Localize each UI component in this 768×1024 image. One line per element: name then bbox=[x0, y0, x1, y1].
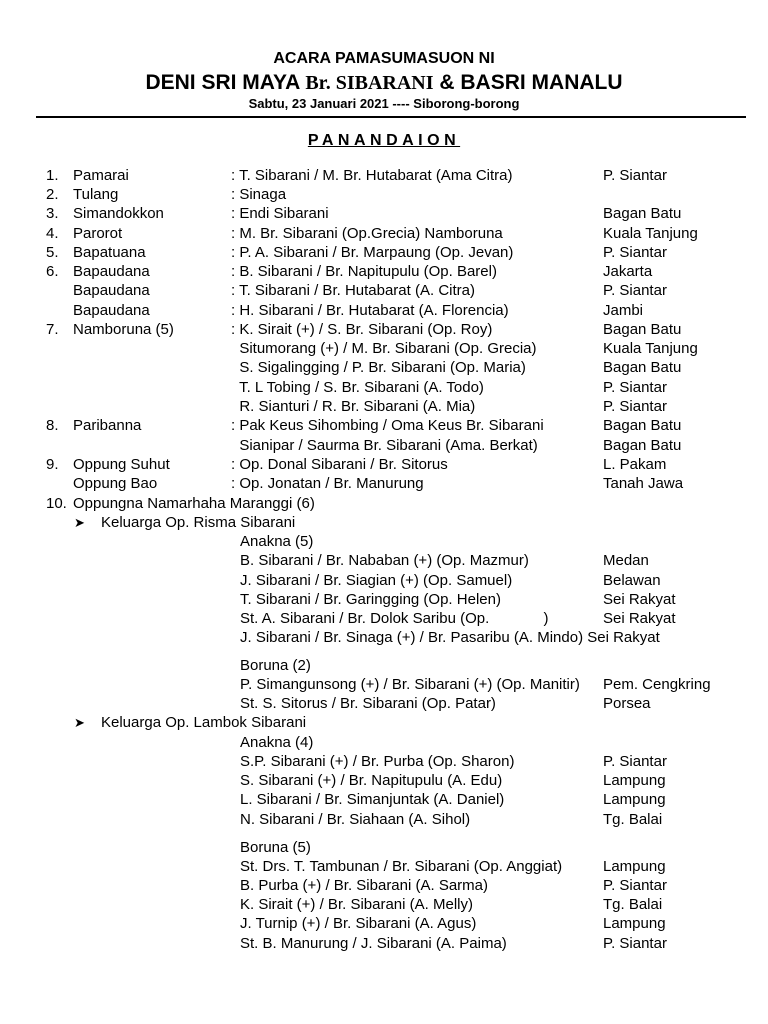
item-person: St. B. Manurung / J. Sibarani (A. Paima) bbox=[240, 935, 507, 952]
item-role: Bapatuana bbox=[73, 244, 146, 261]
list-item bbox=[0, 320, 768, 339]
list-item bbox=[0, 810, 768, 829]
item-place: Kuala Tanjung bbox=[603, 340, 698, 357]
item-role: Simandokkon bbox=[73, 205, 164, 222]
item-person: S. Sibarani (+) / Br. Napitupulu (A. Edu) bbox=[240, 772, 503, 789]
list-item bbox=[0, 571, 768, 590]
item-person: : Op. Donal Sibarani / Br. Sitorus bbox=[231, 456, 448, 473]
item-place: P. Siantar bbox=[603, 244, 667, 261]
list-item bbox=[0, 455, 768, 474]
group-label bbox=[0, 532, 768, 551]
item-role: Parorot bbox=[73, 225, 123, 242]
list-item bbox=[0, 857, 768, 876]
item-number: 9. bbox=[46, 456, 59, 473]
item-person: T. L Tobing / S. Br. Sibarani (A. Todo) bbox=[231, 379, 484, 396]
item-place: Lampung bbox=[603, 791, 666, 808]
item-person: : Op. Jonatan / Br. Manurung bbox=[231, 475, 424, 492]
item-number: 2. bbox=[46, 186, 59, 203]
item-person: St. A. Sibarani / Br. Dolok Saribu (Op. ) bbox=[240, 610, 549, 627]
item-number: 5. bbox=[46, 244, 59, 261]
list-item bbox=[0, 474, 768, 493]
item-person: P. Simangunsong (+) / Br. Sibarani (+) (Op. Manitir) bbox=[240, 676, 580, 693]
item-person: : T. Sibarani / Br. Hutabarat (A. Citra) bbox=[231, 282, 475, 299]
list-item bbox=[0, 590, 768, 609]
list-item bbox=[0, 416, 768, 435]
group-label bbox=[0, 656, 768, 675]
item-person: : Endi Sibarani bbox=[231, 205, 329, 222]
item-person: : B. Sibarani / Br. Napitupulu (Op. Barel) bbox=[231, 263, 497, 280]
item-role: Oppung Suhut bbox=[73, 456, 170, 473]
item-person: B. Sibarani / Br. Nababan (+) (Op. Mazmur) bbox=[240, 552, 529, 569]
list-item bbox=[0, 790, 768, 809]
item-place: P. Siantar bbox=[603, 167, 667, 184]
item-person: B. Purba (+) / Br. Sibarani (A. Sarma) bbox=[240, 877, 489, 894]
item-place: P. Siantar bbox=[603, 379, 667, 396]
item-place: Tg. Balai bbox=[603, 896, 663, 913]
item-place: P. Siantar bbox=[603, 398, 667, 415]
item-place: P. Siantar bbox=[603, 282, 667, 299]
list-item bbox=[0, 771, 768, 790]
item-place: P. Siantar bbox=[603, 935, 667, 952]
list-item bbox=[0, 914, 768, 933]
item-place: Sei Rakyat bbox=[603, 591, 676, 608]
item-place: Tanah Jawa bbox=[603, 475, 684, 492]
list-item bbox=[0, 436, 768, 455]
list-item bbox=[0, 358, 768, 377]
list-item bbox=[0, 752, 768, 771]
item-place: P. Siantar bbox=[603, 877, 667, 894]
item-person: J. Sibarani / Br. Siagian (+) (Op. Samuel) bbox=[240, 572, 513, 589]
item-person: S.P. Sibarani (+) / Br. Purba (Op. Sharon) bbox=[240, 753, 515, 770]
item-number: 4. bbox=[46, 225, 59, 242]
list-item bbox=[0, 339, 768, 358]
item-person: Sianipar / Saurma Br. Sibarani (Ama. Berkat) bbox=[231, 437, 538, 454]
item-number: 6. bbox=[46, 263, 59, 280]
list-item bbox=[0, 694, 768, 713]
item-person: : K. Sirait (+) / S. Br. Sibarani (Op. Roy) bbox=[231, 321, 493, 338]
item-place: P. Siantar bbox=[603, 753, 667, 770]
item-place: Tg. Balai bbox=[603, 811, 663, 828]
list-item bbox=[0, 262, 768, 281]
item-number: 10. bbox=[46, 495, 67, 512]
item-person: : H. Sibarani / Br. Hutabarat (A. Florencia) bbox=[231, 302, 509, 319]
item-person: : M. Br. Sibarani (Op.Grecia) Namboruna bbox=[231, 225, 503, 242]
item-role: Bapaudana bbox=[73, 263, 150, 280]
list-item bbox=[0, 609, 768, 628]
event-date-place: Sabtu, 23 Januari 2021 ---- Siborong-borong bbox=[248, 96, 520, 111]
item-place: Bagan Batu bbox=[603, 417, 682, 434]
item-person: : Sinaga bbox=[231, 186, 287, 203]
item-person: T. Sibarani / Br. Garingging (Op. Helen) bbox=[240, 591, 501, 608]
item-person: : P. A. Sibarani / Br. Marpaung (Op. Jevan) bbox=[231, 244, 514, 261]
item-place: Kuala Tanjung bbox=[603, 225, 698, 242]
list-item bbox=[0, 243, 768, 262]
arrow-bullet-icon: ➤ bbox=[74, 515, 85, 530]
event-title: ACARA PAMASUMASUON NI bbox=[273, 50, 495, 67]
list-item bbox=[0, 934, 768, 953]
list-item bbox=[0, 185, 768, 204]
item-number: 8. bbox=[46, 417, 59, 434]
item-role: Bapaudana bbox=[73, 282, 150, 299]
list-item bbox=[0, 166, 768, 185]
item-person: St. Drs. T. Tambunan / Br. Sibarani (Op. Anggiat) bbox=[240, 858, 563, 875]
item-role: Oppung Bao bbox=[73, 475, 158, 492]
item-place: Jakarta bbox=[603, 263, 653, 280]
item-person: : Pak Keus Sihombing / Oma Keus Br. Sibarani bbox=[231, 417, 544, 434]
arrow-bullet-icon: ➤ bbox=[74, 715, 85, 730]
item-place: L. Pakam bbox=[603, 456, 667, 473]
item-role: Paribanna bbox=[73, 417, 142, 434]
family-heading bbox=[0, 513, 768, 532]
item-place: Lampung bbox=[603, 915, 666, 932]
item-person: N. Sibarani / Br. Siahaan (A. Sihol) bbox=[240, 811, 471, 828]
item-place: Bagan Batu bbox=[603, 359, 682, 376]
item-place: Bagan Batu bbox=[603, 321, 682, 338]
item-person: Situmorang (+) / M. Br. Sibarani (Op. Grecia) bbox=[231, 340, 537, 357]
family-title: Keluarga Op. Risma Sibarani bbox=[101, 514, 296, 531]
item-place: Belawan bbox=[603, 572, 661, 589]
item-role: Pamarai bbox=[73, 167, 129, 184]
item-person: J. Sibarani / Br. Sinaga (+) / Br. Pasaribu (A. Mindo) Sei Rakyat bbox=[240, 629, 660, 646]
family-heading bbox=[0, 713, 768, 732]
list-item bbox=[0, 224, 768, 243]
group-label bbox=[0, 733, 768, 752]
list-item bbox=[0, 397, 768, 416]
item-person: K. Sirait (+) / Br. Sibarani (A. Melly) bbox=[240, 896, 473, 913]
bride-clan: Br. SIBARANI bbox=[305, 72, 434, 94]
list-item bbox=[0, 281, 768, 300]
item-person: S. Sigalingging / P. Br. Sibarani (Op. Maria) bbox=[231, 359, 526, 376]
item-person: L. Sibarani / Br. Simanjuntak (A. Daniel) bbox=[240, 791, 505, 808]
item-person: J. Turnip (+) / Br. Sibarani (A. Agus) bbox=[240, 915, 477, 932]
item-place: Pem. Cengkring bbox=[603, 676, 711, 693]
item-role: Bapaudana bbox=[73, 302, 150, 319]
item-place: Porsea bbox=[603, 695, 651, 712]
list-item bbox=[0, 301, 768, 320]
item-place: Bagan Batu bbox=[603, 205, 682, 222]
boruna-label: Boruna (2) bbox=[240, 657, 311, 674]
item-role: Tulang bbox=[73, 186, 119, 203]
anakna-label: Anakna (4) bbox=[240, 734, 314, 751]
list-item bbox=[0, 895, 768, 914]
item-number: 1. bbox=[46, 167, 59, 184]
list-item bbox=[0, 378, 768, 397]
item-person: St. S. Sitorus / Br. Sibarani (Op. Patar) bbox=[240, 695, 496, 712]
item-number: 7. bbox=[46, 321, 59, 338]
item-role: Oppungna Namarhaha Maranggi (6) bbox=[73, 495, 315, 512]
item-place: Lampung bbox=[603, 772, 666, 789]
groom-name: & BASRI MANALU bbox=[433, 71, 623, 94]
list-item bbox=[0, 551, 768, 570]
group-label bbox=[0, 838, 768, 857]
item-place: Sei Rakyat bbox=[603, 610, 676, 627]
boruna-label: Boruna (5) bbox=[240, 839, 311, 856]
list-item bbox=[0, 876, 768, 895]
anakna-label: Anakna (5) bbox=[240, 533, 314, 550]
item-person: R. Sianturi / R. Br. Sibarani (A. Mia) bbox=[231, 398, 476, 415]
list-item bbox=[0, 628, 768, 647]
section-title: PANANDAION bbox=[307, 132, 461, 149]
item-place: Bagan Batu bbox=[603, 437, 682, 454]
family-title: Keluarga Op. Lambok Sibarani bbox=[101, 714, 307, 731]
item-number: 3. bbox=[46, 205, 59, 222]
item-person: : T. Sibarani / M. Br. Hutabarat (Ama Citra) bbox=[231, 167, 513, 184]
list-item bbox=[0, 204, 768, 223]
item-place: Lampung bbox=[603, 858, 666, 875]
item-role: Namboruna (5) bbox=[73, 321, 174, 338]
item-place: Medan bbox=[603, 552, 649, 569]
list-item bbox=[0, 494, 768, 513]
list-item bbox=[0, 675, 768, 694]
item-place: Jambi bbox=[603, 302, 644, 319]
bride-name: DENI SRI MAYA bbox=[145, 71, 306, 94]
